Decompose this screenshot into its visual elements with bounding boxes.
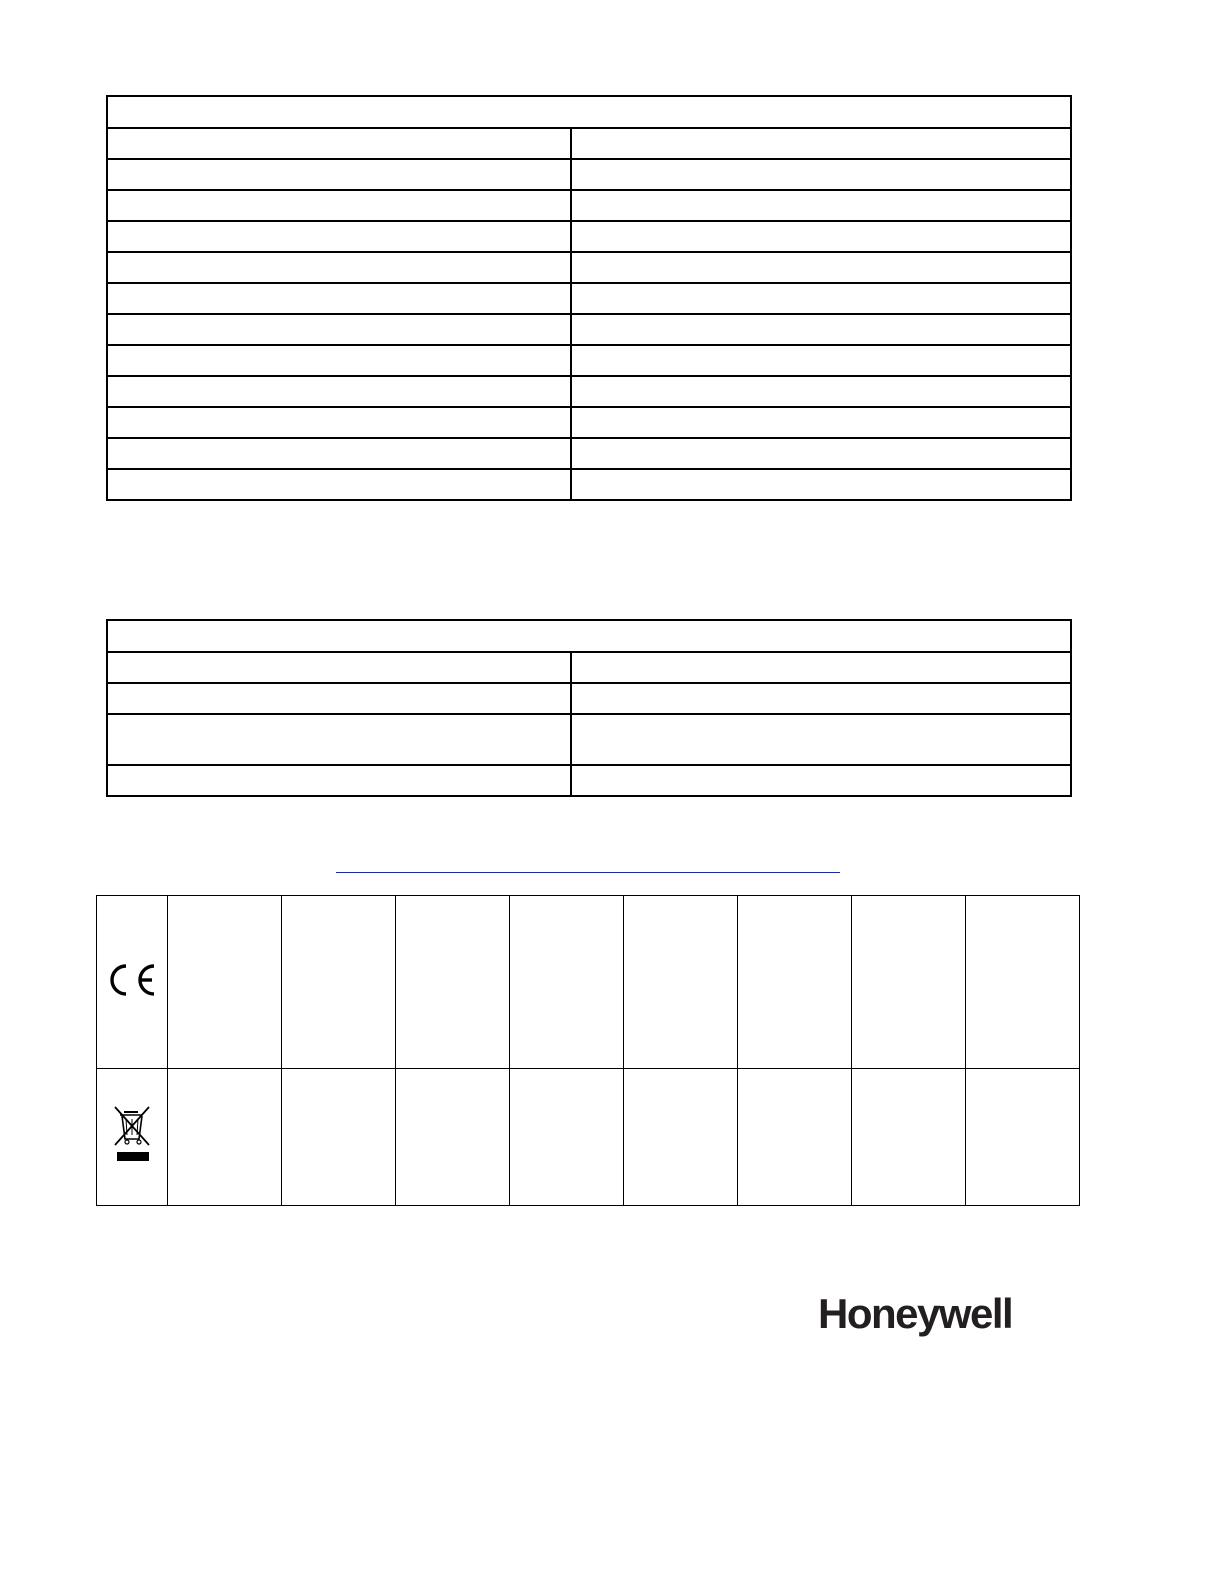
table-cell (852, 896, 966, 1069)
table-cell (282, 1069, 396, 1206)
table-row (107, 652, 1071, 683)
table-row (107, 252, 1071, 283)
table-cell (107, 128, 571, 159)
weee-symbol-cell (97, 1069, 168, 1206)
table-cell (107, 190, 571, 221)
honeywell-logo (816, 1288, 1040, 1344)
table-cell (966, 896, 1080, 1069)
table-cell (107, 252, 571, 283)
table-cell (571, 765, 1071, 796)
table-header (107, 96, 1071, 128)
table-cell (396, 896, 510, 1069)
table-cell (571, 221, 1071, 252)
crossed-out-wheelie-bin-icon (112, 1105, 152, 1165)
table-row (107, 345, 1071, 376)
table-row (107, 714, 1071, 765)
table-cell (107, 314, 571, 345)
table-cell (571, 683, 1071, 714)
table-row (107, 683, 1071, 714)
table-row (107, 128, 1071, 159)
table-row (107, 159, 1071, 190)
logo-text: Honeywell (818, 1290, 1013, 1337)
table-header (107, 620, 1071, 652)
specification-table-2 (106, 619, 1072, 797)
table-cell (107, 283, 571, 314)
table-row (107, 765, 1071, 796)
table-cell (107, 376, 571, 407)
table-cell (107, 652, 571, 683)
table-row (107, 221, 1071, 252)
table-cell (107, 438, 571, 469)
table-row (97, 1069, 1080, 1206)
table-cell (571, 314, 1071, 345)
table-cell (571, 252, 1071, 283)
table-row (107, 438, 1071, 469)
ce-mark-cell (97, 896, 168, 1069)
table-cell (107, 765, 571, 796)
table-cell (396, 1069, 510, 1206)
table-cell (571, 376, 1071, 407)
table-row (107, 469, 1071, 500)
table-cell (107, 221, 571, 252)
table-cell (510, 896, 624, 1069)
table-row (107, 376, 1071, 407)
table-cell (107, 714, 571, 765)
table-cell (282, 896, 396, 1069)
table-cell (571, 283, 1071, 314)
table-cell (571, 714, 1071, 765)
table-cell (571, 345, 1071, 376)
table-row (107, 190, 1071, 221)
table-cell (571, 469, 1071, 500)
table-cell (571, 652, 1071, 683)
table-cell (966, 1069, 1080, 1206)
table-cell (571, 190, 1071, 221)
table-cell (107, 407, 571, 438)
table-cell (624, 1069, 738, 1206)
table-row (107, 314, 1071, 345)
table-cell (738, 1069, 852, 1206)
table-cell (510, 1069, 624, 1206)
specification-table-1 (106, 95, 1072, 501)
table-row (107, 283, 1071, 314)
table-cell (107, 345, 571, 376)
compliance-marks-table (96, 895, 1080, 1206)
ce-mark-icon (106, 962, 158, 998)
table-cell (571, 438, 1071, 469)
table-cell (852, 1069, 966, 1206)
table-cell (107, 683, 571, 714)
table-cell (738, 896, 852, 1069)
hyperlink-underline[interactable] (336, 872, 840, 873)
table-cell (168, 896, 282, 1069)
table-cell (107, 469, 571, 500)
table-cell (571, 159, 1071, 190)
table-cell (571, 128, 1071, 159)
table-row (97, 896, 1080, 1069)
table-cell (571, 407, 1071, 438)
table-cell (168, 1069, 282, 1206)
table-cell (107, 159, 571, 190)
table-cell (624, 896, 738, 1069)
table-row (107, 407, 1071, 438)
